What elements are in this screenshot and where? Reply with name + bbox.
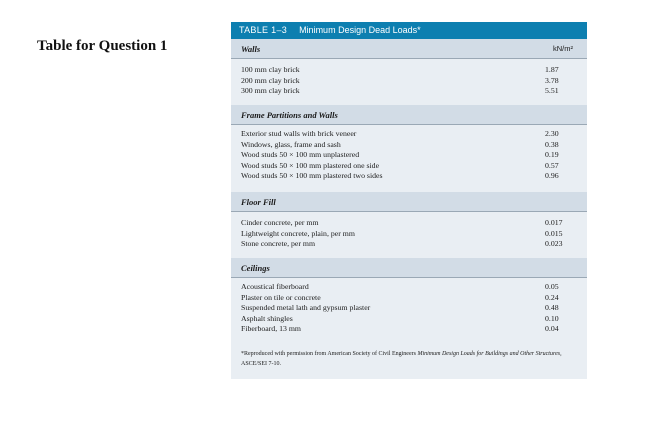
dead-loads-table [231,22,587,379]
row-label: Suspended metal lath and gypsum plaster [241,303,371,313]
table-row [231,229,587,240]
table-row [231,171,587,182]
row-label: Plaster on tile or concrete [241,292,321,302]
row-value: 0.017 [545,218,563,227]
row-label: Acoustical fiberboard [241,282,309,291]
table-row [231,76,587,87]
row-label: Stone concrete, per mm [241,239,316,249]
section-title: Ceilings [241,263,270,273]
table-number: TABLE 1–3 [239,25,288,35]
row-value: 0.24 [545,292,559,302]
section-floor-fill-heading [231,192,587,212]
row-label: Fiberboard, 13 mm [241,324,301,334]
table-row [231,140,587,151]
row-value: 0.48 [545,303,559,313]
footnote-source-title: Minimum Design Loads for Buildings and Other Structures, [417,351,562,357]
row-label: Lightweight concrete, plain, per mm [241,228,355,238]
row-label: Windows, glass, frame and sash [241,139,341,149]
table-row [231,314,587,325]
row-value: 0.57 [545,160,559,170]
question-title: Table for Question 1 [37,38,168,54]
row-value: 0.015 [545,228,563,238]
section-frame-heading [231,105,587,125]
row-label: 100 mm clay brick [241,65,300,74]
section-walls-rows [231,65,587,97]
row-value: 0.04 [545,324,559,334]
row-value: 0.19 [545,150,559,160]
table-row [231,218,587,229]
row-label: 200 mm clay brick [241,75,300,85]
row-label: Wood studs 50 × 100 mm plastered two sides [241,171,383,181]
footnote-standard: ASCE/SEI 7-10. [241,361,282,367]
row-value: 2.30 [545,129,559,138]
section-walls-heading [231,39,587,59]
section-title: Walls [241,44,261,54]
table-row [231,293,587,304]
table-row [231,239,587,250]
unit-header: kN/m² [553,44,573,53]
section-title: Frame Partitions and Walls [241,110,338,120]
row-value: 1.87 [545,65,559,74]
table-header [231,22,587,39]
row-label: Exterior stud walls with brick veneer [241,129,357,138]
row-value: 0.38 [545,139,559,149]
section-ceilings-heading [231,258,587,278]
footnote-text: *Reproduced with permission from American Society of Civil Engineers [241,351,418,357]
table-row [231,324,587,335]
section-frame-rows [231,129,587,182]
table-footnote [241,349,581,369]
section-ceilings-rows [231,282,587,335]
row-label: 300 mm clay brick [241,86,300,96]
table-row [231,65,587,76]
section-title: Floor Fill [241,197,276,207]
row-value: 0.96 [545,171,559,181]
row-value: 5.51 [545,86,559,96]
section-floor-fill-rows [231,218,587,250]
table-row [231,86,587,97]
table-row [231,282,587,293]
table-row [231,303,587,314]
row-value: 3.78 [545,75,559,85]
row-label: Wood studs 50 × 100 mm unplastered [241,150,360,160]
table-row [231,129,587,140]
row-label: Cinder concrete, per mm [241,218,319,227]
row-label: Asphalt shingles [241,313,293,323]
row-label: Wood studs 50 × 100 mm plastered one side [241,160,380,170]
row-value: 0.05 [545,282,559,291]
row-value: 0.10 [545,313,559,323]
table-row [231,161,587,172]
table-title: Minimum Design Dead Loads* [299,25,421,35]
table-row [231,150,587,161]
row-value: 0.023 [545,239,563,249]
